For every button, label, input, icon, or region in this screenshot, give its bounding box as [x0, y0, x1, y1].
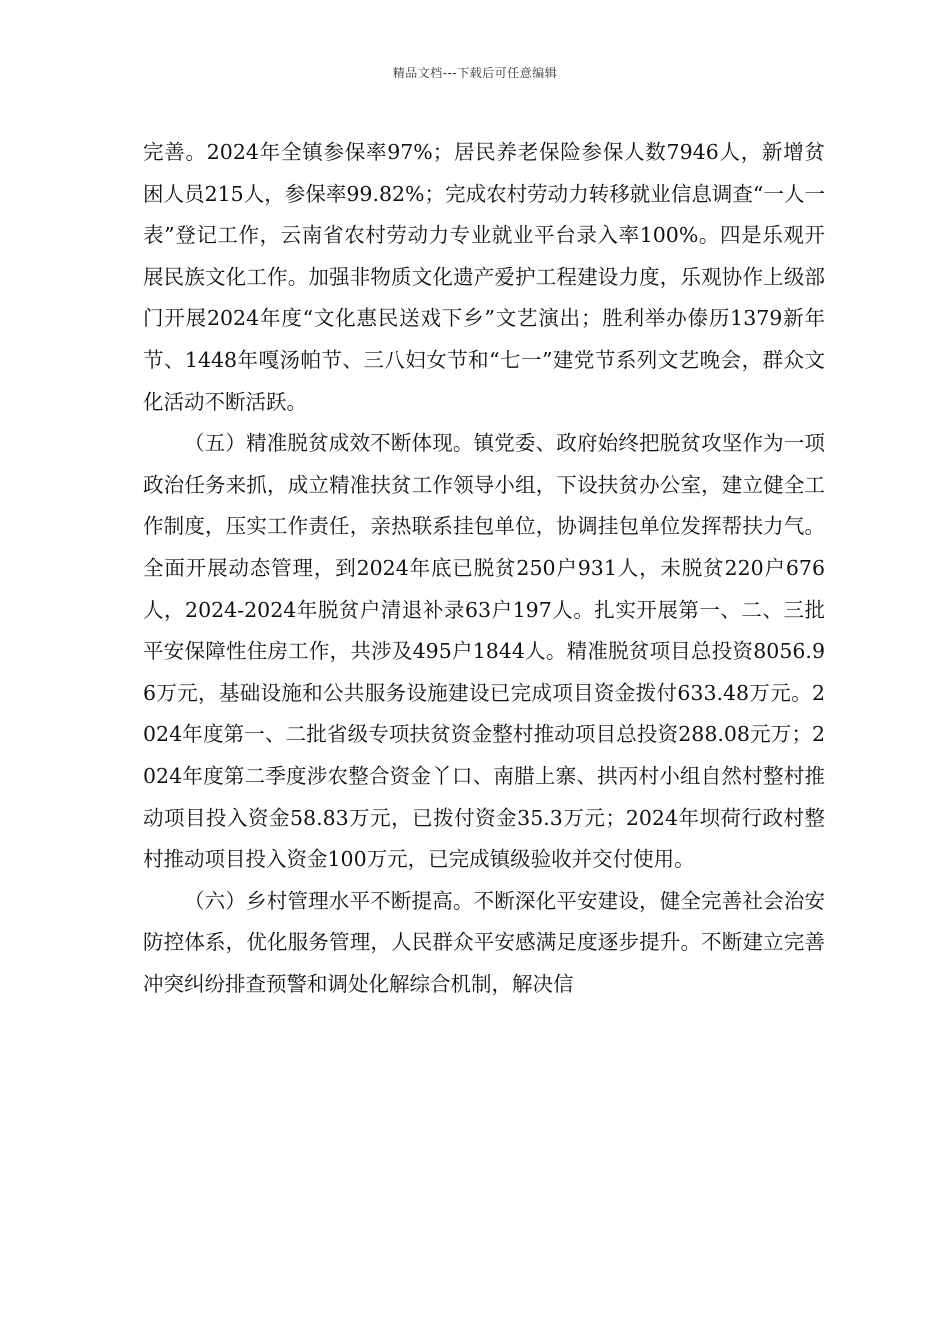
- paragraph-section-six: （六）乡村管理水平不断提高。不断深化平安建设，健全完善社会治安防控体系，优化服务管理，人民群众平安感满足度逐步提升。不断建立完善冲突纠纷排查预警和调处化解综合机制，解决信: [143, 888, 825, 996]
- page-header: 精品文档---下载后可任意编辑: [392, 66, 558, 80]
- paragraph-section-five: （五）精准脱贫成效不断体现。镇党委、政府始终把脱贫攻坚作为一项政治任务来抓，成立精准扶贫工作领导小组，下设扶贫办公室，建立健全工作制度，压实工作责任，亲热联系挂包单位，协调挂包单位发挥帮扶力气。全面开展动态管理，到2024年底已脱贫250户931人，未脱贫220户676人，2024-2024年脱贫户清退补录63户197人。扎实开展第一、二、三批平安保障性住房工作，共涉及495户1844人。精准脱贫项目总投资8056.96万元，基础设施和公共服务设施建设已完成项目资金拨付633.48万元。2024年度第一、二批省级专项扶贫资金整村推动项目总投资288.08元万；2024年度第二季度涉农整合资金丫口、南腊上寨、拱丙村小组自然村整村推动项目投入资金58.83万元，已拨付资金35.3万元；2024年坝荷行政村整村推动项目投入资金100万元，已完成镇级验收并交付使用。: [143, 431, 825, 872]
- paragraph-continuation: 完善。2024年全镇参保率97%；居民养老保险参保人数7946人，新增贫困人员215人，参保率99.82%；完成农村劳动力转移就业信息调查“一人一表”登记工作，云南省农村劳动力专业就业平台录入率100%。四是乐观开展民族文化工作。加强非物质文化遗产爱护工程建设力度，乐观协作上级部门开展2024年度“文化惠民送戏下乡”文艺演出；胜利举办傣历1379新年节、1448年嘎汤帕节、三八妇女节和“七一”建党节系列文艺晚会，群众文化活动不断活跃。: [143, 140, 825, 414]
- document-body: [143, 132, 825, 1005]
